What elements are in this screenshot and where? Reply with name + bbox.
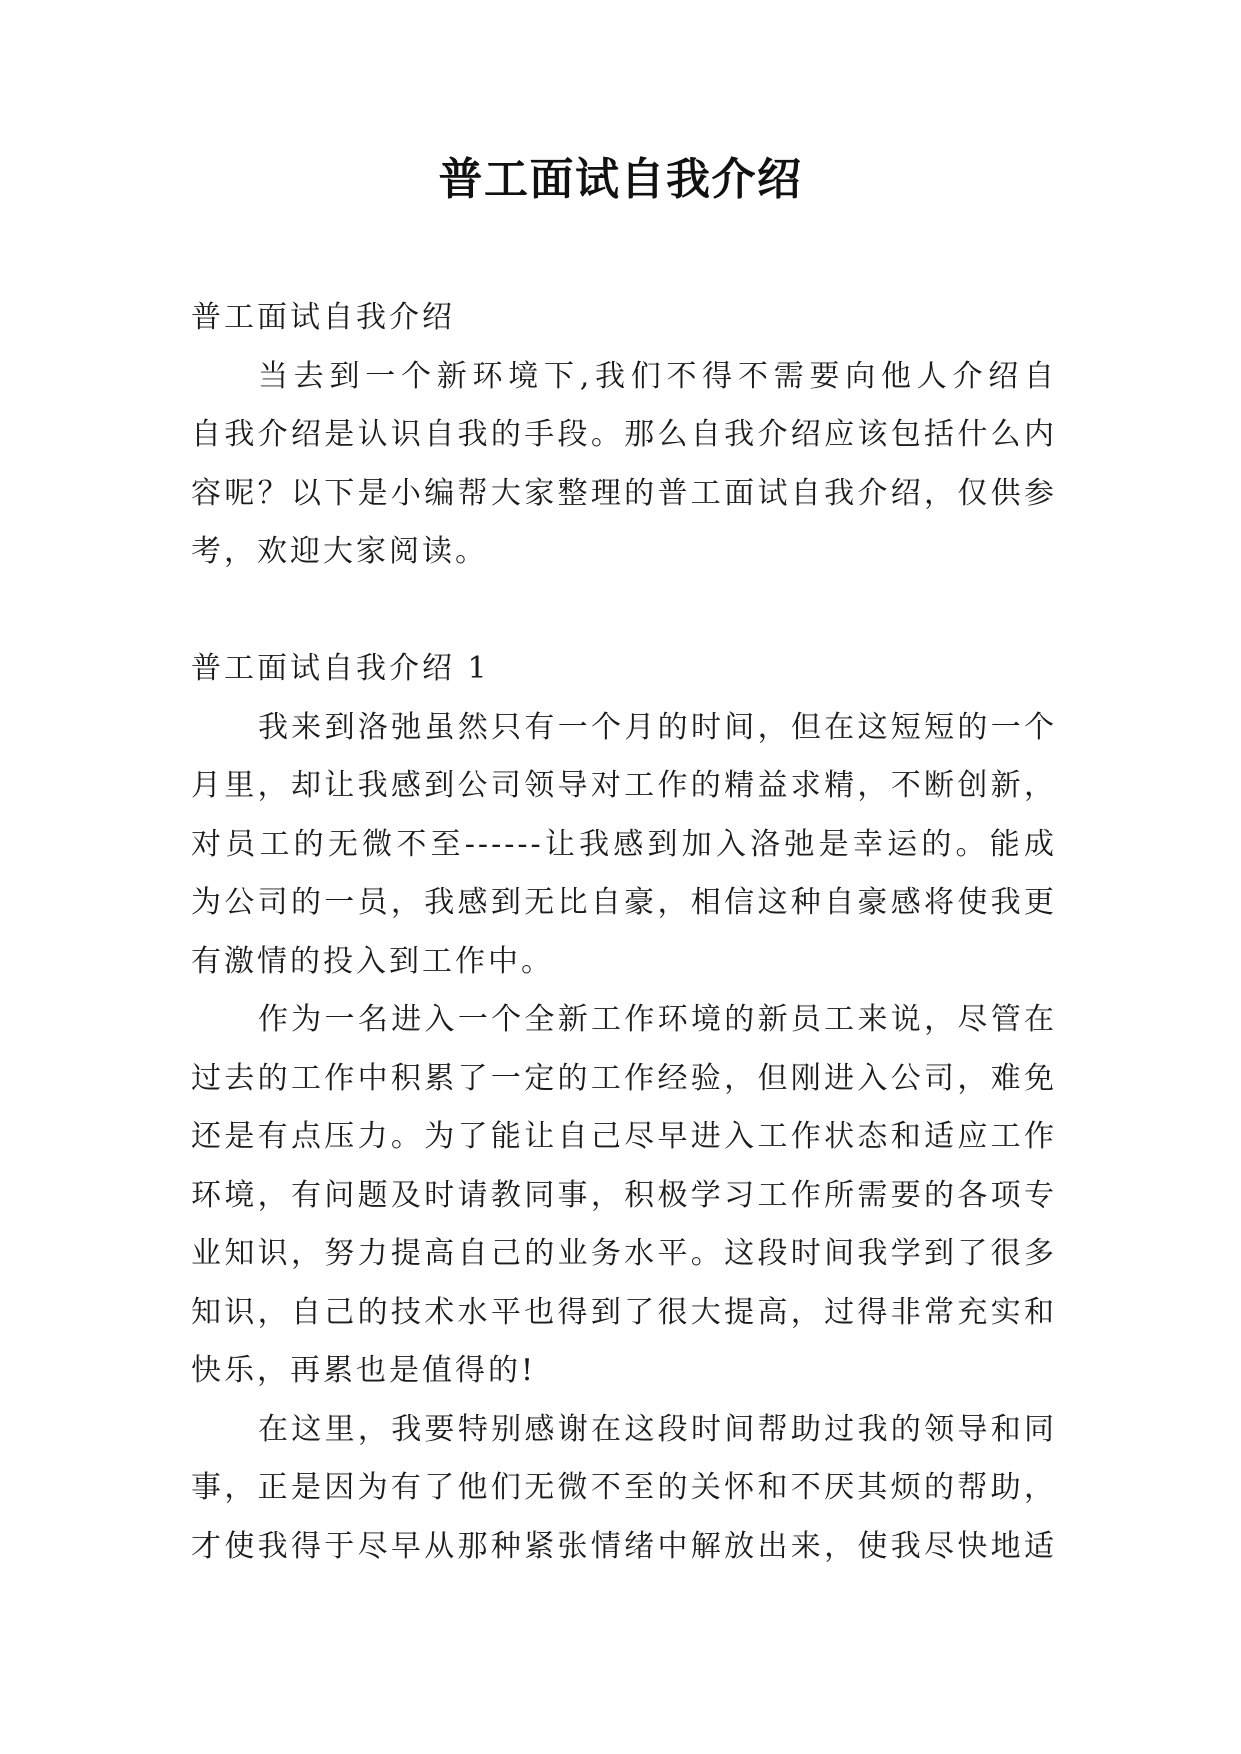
- paragraph-line: 月里，却让我感到公司领导对工作的精益求精，不断创新，: [191, 768, 1057, 803]
- paragraph-line: 作为一名进入一个全新工作环境的新员工来说，尽管在: [258, 1002, 1057, 1037]
- intro-line: 自我介绍是认识自我的手段。那么自我介绍应该包括什么内: [191, 417, 1057, 452]
- paragraph-line: 过去的工作中积累了一定的工作经验，但刚进入公司，难免: [191, 1060, 1057, 1096]
- paragraph-line: 有激情的投入到工作中。: [191, 943, 554, 979]
- paragraph-line: 我来到洛弛虽然只有一个月的时间，但在这短短的一个: [258, 709, 1057, 745]
- paragraph-line: 才使我得于尽早从那种紧张情绪中解放出来，使我尽快地适: [191, 1528, 1057, 1564]
- paragraph-line: 对员工的无微不至------让我感到加入洛弛是幸运的。能成: [191, 826, 1057, 862]
- section-heading: 普工面试自我介绍 1: [191, 651, 490, 686]
- intro-line: 当去到一个新环境下,我们不得不需要向他人介绍自: [258, 358, 1057, 394]
- document-subtitle: 普工面试自我介绍: [191, 300, 455, 335]
- intro-line: 容呢？以下是小编帮大家整理的普工面试自我介绍，仅供参: [191, 475, 1057, 511]
- paragraph-line: 为公司的一员，我感到无比自豪，相信这种自豪感将使我更: [191, 885, 1057, 920]
- intro-line: 考，欢迎大家阅读。: [191, 534, 488, 569]
- paragraph-line: 业知识，努力提高自己的业务水平。这段时间我学到了很多: [191, 1236, 1057, 1271]
- paragraph-line: 事，正是因为有了他们无微不至的关怀和不厌其烦的帮助，: [191, 1470, 1057, 1505]
- paragraph-line: 在这里，我要特别感谢在这段时间帮助过我的领导和同: [258, 1411, 1057, 1447]
- paragraph-line: 还是有点压力。为了能让自己尽早进入工作状态和适应工作: [191, 1119, 1057, 1154]
- paragraph-line: 环境，有问题及时请教同事，积极学习工作所需要的各项专: [191, 1177, 1057, 1213]
- document-title: 普工面试自我介绍: [438, 154, 803, 205]
- paragraph-line: 快乐，再累也是值得的!: [191, 1353, 537, 1388]
- paragraph-line: 知识，自己的技术水平也得到了很大提高，过得非常充实和: [191, 1294, 1057, 1330]
